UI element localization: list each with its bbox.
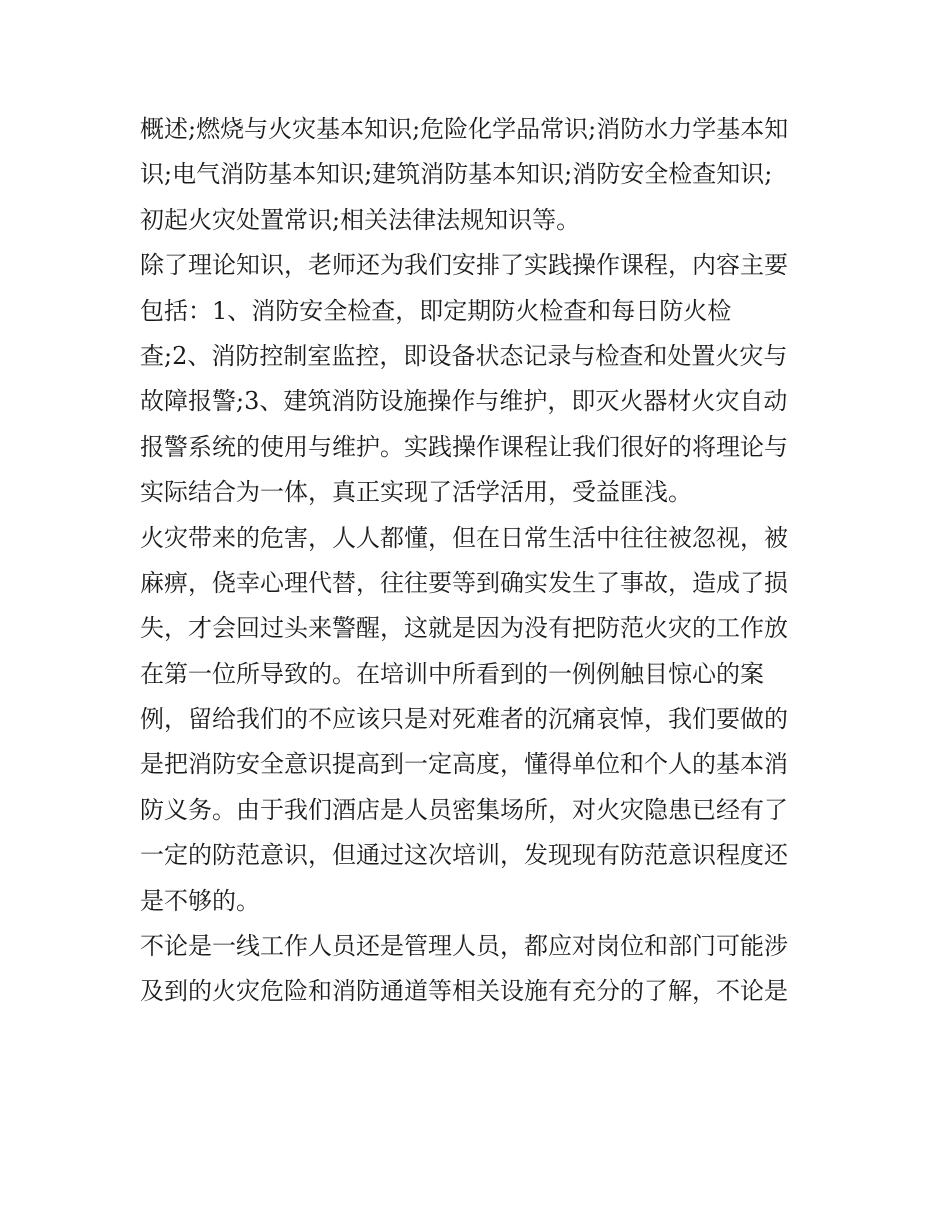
text-line: 初起火灾处置常识;相关法律法规知识等。: [140, 205, 581, 234]
text-line: 包括：1、消防安全检查，即定期防火检查和每日防火检: [140, 296, 732, 325]
text-line: 故障报警;3、建筑消防设施操作与维护，即灭火器材火灾自动: [140, 387, 788, 416]
text-line: 报警系统的使用与维护。实践操作课程让我们很好的将理论与: [140, 432, 788, 461]
text-line: 除了理论知识，老师还为我们安排了实践操作课程，内容主要: [140, 251, 788, 280]
text-line: 查;2、消防控制室监控，即设备状态记录与检查和处置火灾与: [140, 341, 788, 370]
text-line: 防义务。由于我们酒店是人员密集场所，对火灾隐患已经有了: [140, 795, 788, 824]
text-line: 及到的火灾危险和消防通道等相关设施有充分的了解，不论是: [140, 977, 788, 1006]
text-line: 是不够的。: [140, 886, 260, 915]
text-line: 概述;燃烧与火灾基本知识;危险化学品常识;消防水力学基本知: [140, 115, 789, 143]
text-line: 在第一位所导致的。在培训中所看到的一例例触目惊心的案: [140, 659, 764, 688]
text-line: 火灾带来的危害，人人都懂，但在日常生活中往往被忽视，被: [140, 523, 788, 552]
body-text: [140, 107, 820, 1015]
text-line: 识;电气消防基本知识;建筑消防基本知识;消防安全检查知识;: [140, 160, 773, 189]
text-line: 不论是一线工作人员还是管理人员，都应对岗位和部门可能涉: [140, 932, 788, 961]
text-line: 一定的防范意识，但通过这次培训，发现现有防范意识程度还: [140, 841, 788, 870]
text-line: 实际结合为一体，真正实现了活学活用，受益匪浅。: [140, 478, 692, 507]
text-line: 是把消防安全意识提高到一定高度，懂得单位和个人的基本消: [140, 750, 788, 779]
text-line: 失，才会回过头来警醒，这就是因为没有把防范火灾的工作放: [140, 614, 788, 643]
text-line: 麻痹，侥幸心理代替，往往要等到确实发生了事故，造成了损: [140, 568, 788, 597]
text-line: 例，留给我们的不应该只是对死难者的沉痛哀悼，我们要做的: [140, 705, 788, 734]
